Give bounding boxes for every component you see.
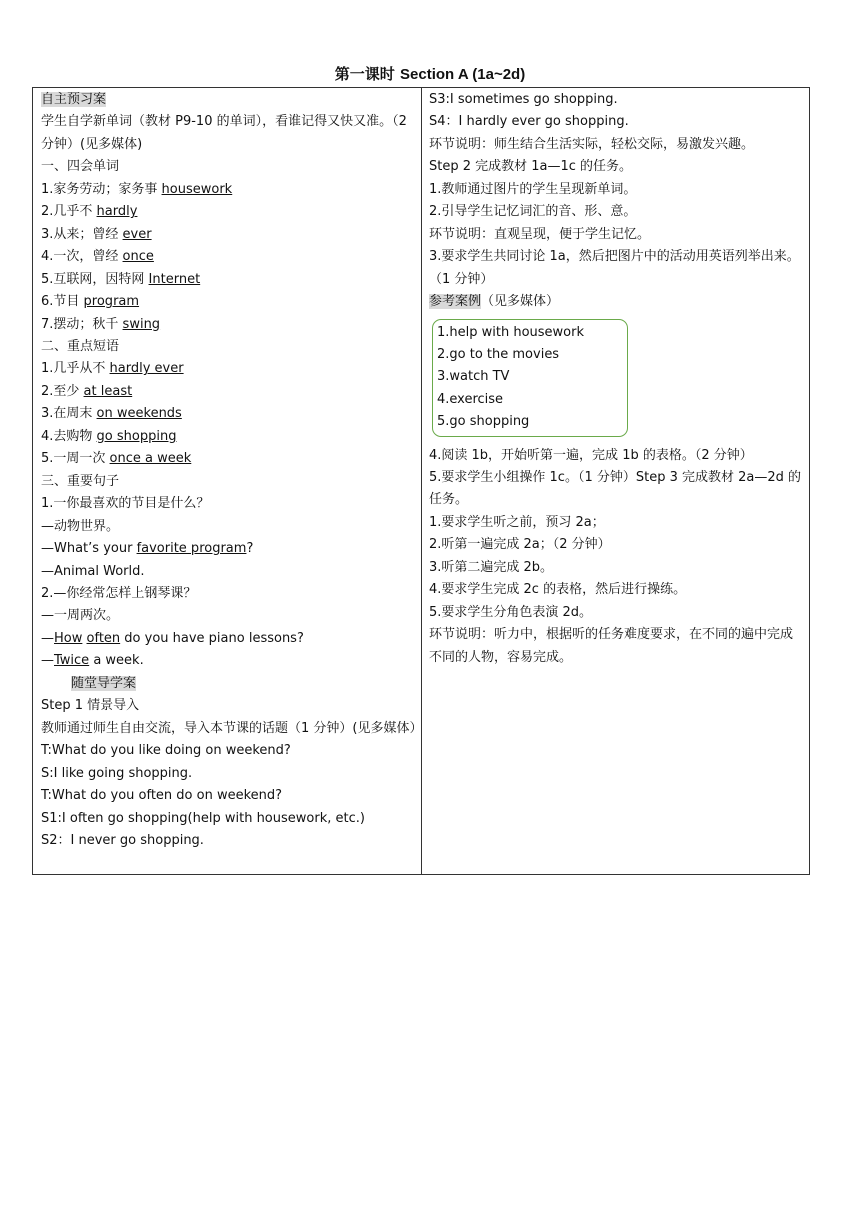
underlined-word: Twice (54, 653, 90, 669)
reference-item: 5.go shopping (437, 414, 530, 430)
sentence2-english (41, 628, 417, 650)
phrase-item-en: once a week (109, 451, 192, 467)
words-heading: 一、四会单词 (41, 159, 120, 175)
word-item-cn: 3.从来；曾经 (41, 226, 123, 242)
sentence2-answer: —一周两次。 (41, 608, 120, 624)
title-en: Section A (1a~2d) (400, 66, 526, 83)
preview-heading: 自主预习案 (41, 92, 107, 107)
sentence2-english-answer (41, 650, 417, 672)
word-item-en: once (122, 249, 154, 265)
reference-heading-line (429, 291, 805, 313)
reference-suffix: （见多媒体） (481, 294, 560, 310)
class-guide-heading: 随堂导学案 (71, 675, 137, 691)
text-segment: — (41, 653, 54, 669)
dialogue-line: S:I like going shopping. (41, 765, 193, 781)
phrase-item (41, 381, 417, 403)
sentence2-question: 2.—你经常怎样上钢琴课？ (41, 585, 197, 601)
step3-item: 2.听第一遍完成 2a；（2 分钟） (429, 537, 611, 553)
step1-description: 教师通过师生自由交流，导入本节课的话题（1 分钟）(见多媒体） (41, 720, 423, 736)
text-segment: — (41, 630, 54, 646)
dialogue-line: T:What do you often do on weekend? (41, 788, 283, 804)
phrase-item-cn: 3.在周末 (41, 406, 97, 422)
phrases-heading: 二、重点短语 (41, 338, 120, 354)
word-item-cn: 1.家务劳动；家务事 (41, 181, 162, 197)
word-item-en: housework (161, 181, 233, 197)
phrase-item-cn: 2.至少 (41, 383, 84, 399)
sentence1-question: 1.一你最喜欢的节目是什么？ (41, 496, 210, 512)
phrase-item (41, 448, 417, 470)
item-4: 4.阅读 1b，开始听第一遍，完成 1b 的表格。（2 分钟） (429, 447, 753, 463)
dialogue-line: S3:I sometimes go shopping. (429, 92, 618, 107)
left-column (33, 88, 422, 874)
step1-heading: Step 1 情景导入 (41, 698, 140, 714)
text-segment: ? (246, 541, 254, 557)
reference-item: 1.help with housework (437, 324, 585, 340)
reference-item: 3.watch TV (437, 369, 510, 385)
dialogue-line: S4：I hardly ever go shopping. (429, 114, 629, 130)
reference-box (432, 319, 628, 437)
reference-item: 4.exercise (437, 391, 504, 407)
word-item-cn: 4.一次，曾经 (41, 249, 123, 265)
step2-heading: Step 2 完成教材 1a—1c 的任务。 (429, 159, 633, 175)
phrase-item-en: at least (83, 383, 133, 399)
phrases-list (41, 358, 417, 470)
note-2: 环节说明：直观呈现，便于学生记忆。 (429, 226, 651, 242)
underlined-phrase: favorite program (136, 541, 247, 557)
dialogue-list (41, 740, 417, 852)
word-item-en: hardly (96, 204, 138, 220)
word-item-en: Internet (148, 271, 201, 287)
text-segment: do you have piano lessons? (120, 630, 304, 646)
word-item (41, 179, 417, 201)
word-item (41, 269, 417, 291)
phrase-item (41, 358, 417, 380)
step2-item-3: 3.要求学生共同讨论 1a，然后把图片中的活动用英语列举出来。（1 分钟） (429, 249, 800, 287)
phrase-item (41, 426, 417, 448)
reference-heading: 参考案例 (429, 294, 482, 310)
phrase-item-en: on weekends (96, 406, 182, 422)
phrase-item-cn: 5.一周一次 (41, 451, 110, 467)
dialogue-continued (429, 89, 805, 134)
note-3: 环节说明：听力中，根据听的任务难度要求，在不同的遍中完成不同的人物，容易完成。 (429, 627, 794, 665)
dialogue-line: T:What do you like doing on weekend? (41, 743, 291, 759)
dialogue-line: S2：I never go shopping. (41, 832, 204, 848)
step3-item: 4.要求学生完成 2c 的表格，然后进行操练。 (429, 582, 687, 598)
step3-item: 3.听第二遍完成 2b。 (429, 559, 554, 575)
sentences-heading: 三、重要句子 (41, 473, 120, 489)
word-item (41, 246, 417, 268)
title-cn: 第一课时 (334, 65, 401, 83)
step3-item: 5.要求学生分角色表演 2d。 (429, 604, 593, 620)
text-segment: —What’s your (41, 541, 137, 557)
step2-item: 1.教师通过图片的学生呈现新单词。 (429, 181, 637, 197)
word-item (41, 291, 417, 313)
word-item-cn: 2.几乎不 (41, 204, 97, 220)
dialogue-line: S1:I often go shopping(help with housework, etc.) (41, 810, 365, 826)
underlined-word: How (54, 630, 83, 646)
page-title (0, 64, 860, 85)
word-item (41, 314, 417, 336)
step2-items (429, 179, 805, 224)
phrase-item-cn: 4.去购物 (41, 428, 97, 444)
word-item-cn: 7.摆动；秋千 (41, 316, 123, 332)
word-item-cn: 5.互联网，因特网 (41, 271, 149, 287)
phrase-item-en: hardly ever (109, 361, 184, 377)
phrase-item-en: go shopping (96, 428, 177, 444)
words-list (41, 179, 417, 336)
step2-item: 2.引导学生记忆词汇的音、形、意。 (429, 204, 637, 220)
right-column (422, 88, 809, 874)
item-5-step3: 5.要求学生小组操作 1c。（1 分钟）Step 3 完成教材 2a—2d 的任务。 (429, 470, 802, 508)
word-item-en: swing (122, 316, 161, 332)
text-segment: a week. (89, 653, 144, 669)
step3-item: 1.要求学生听之前，预习 2a； (429, 514, 605, 530)
lesson-table (32, 87, 810, 875)
reference-item: 2.go to the movies (437, 346, 560, 362)
step3-items (429, 512, 805, 624)
word-item-en: program (83, 294, 140, 310)
preview-intro: 学生自学新单词（教材 P9-10 的单词），看谁记得又快又准。（2 分钟）(见多媒体) (41, 114, 407, 152)
word-item-cn: 6.节目 (41, 294, 84, 310)
word-item-en: ever (122, 226, 152, 242)
phrase-item-cn: 1.几乎从不 (41, 361, 110, 377)
note-1: 环节说明：师生结合生活实际，轻松交际，易激发兴趣。 (429, 136, 755, 152)
sentence1-english (41, 538, 417, 560)
sentence1-answer: —动物世界。 (41, 518, 120, 534)
word-item (41, 201, 417, 223)
word-item (41, 224, 417, 246)
underlined-word: often (86, 630, 121, 646)
sentence1-english-answer: —Animal World. (41, 563, 145, 579)
phrase-item (41, 403, 417, 425)
